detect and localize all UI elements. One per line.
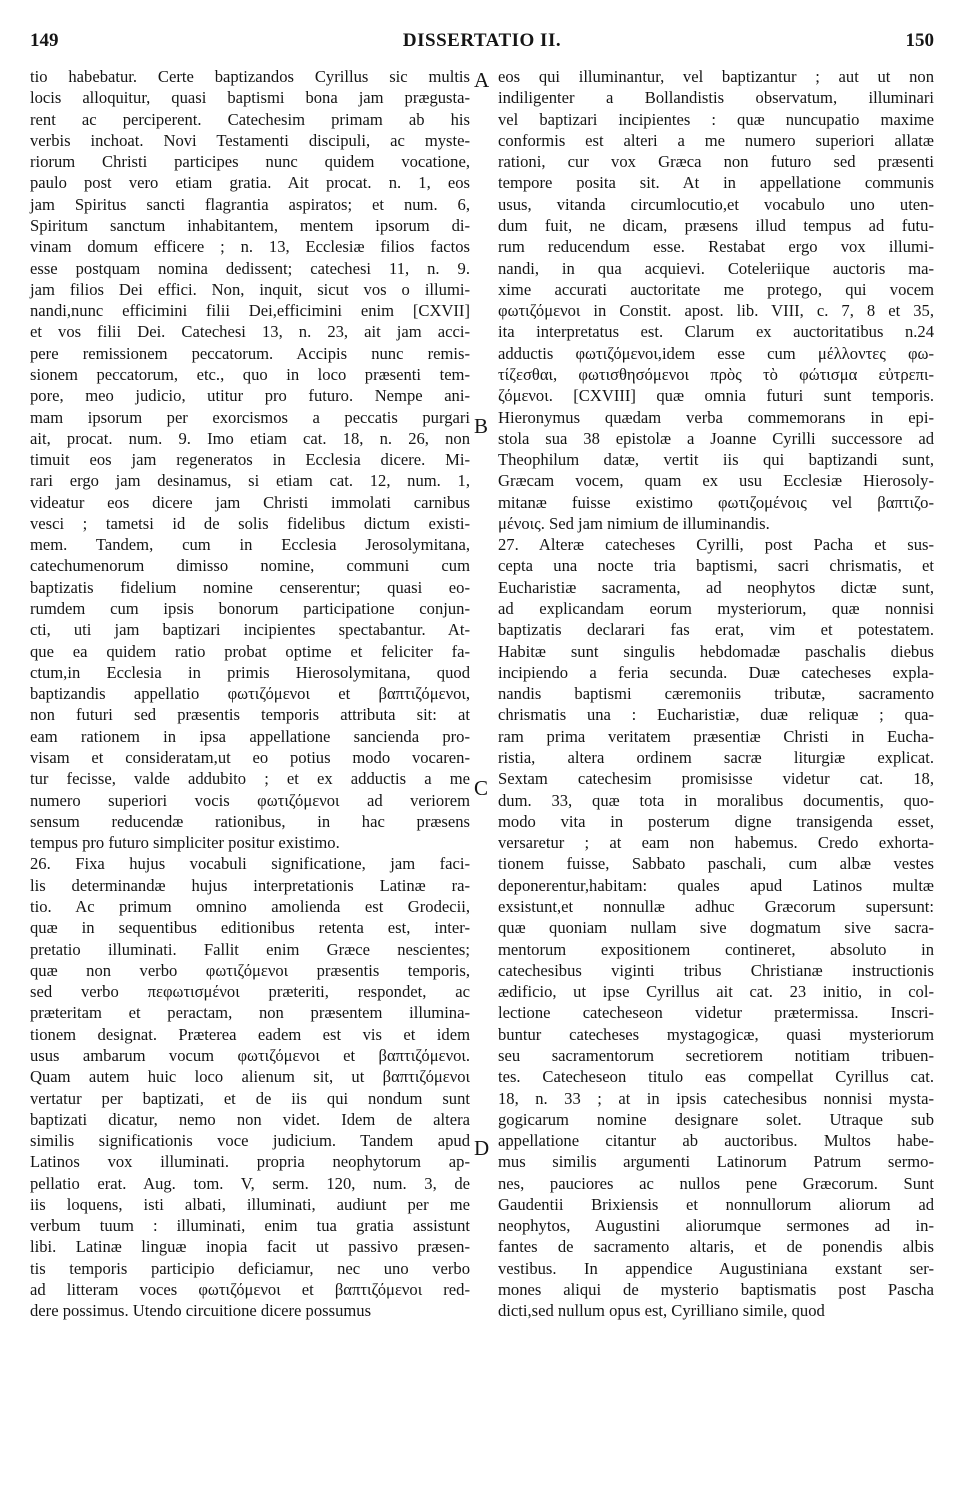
- text-line: ad explicandam eorum mysteriorum, quæ nonnisi: [498, 599, 934, 619]
- text-line: mam ipsorum per exorcismos a peccatis purgari: [30, 407, 470, 427]
- text-line: Eucharistiæ sacramenta, ad neophytos dictæ sunt,: [498, 577, 934, 597]
- text-line: vesci ; tametsi id de solis fidelibus dictum existi-: [30, 513, 470, 533]
- text-line: ζόμενοι. [CXVIII] quæ omnia futuri sunt temporis.: [498, 386, 934, 406]
- text-line: Hieronymus quædam verba commemorans in epi-: [498, 407, 934, 427]
- text-line: quæ in sequentibus editionibus retenta est, inter-: [30, 918, 470, 938]
- text-line: esse postquam nomina dedissent; catechesi 11, n. 9.: [30, 258, 470, 278]
- text-line: vestibus. In appendice Augustiniana exstant ser-: [498, 1258, 934, 1278]
- margin-letter-c: C: [474, 776, 489, 800]
- text-line: paulo post vero etiam gratia. Ait procat. n. 1, eos: [30, 173, 470, 193]
- text-line: pretatio illuminati. Fallit enim Græce nescientes;: [30, 939, 470, 959]
- text-line: deponerentur,habitam: quales apud Latinos multæ: [498, 875, 934, 895]
- text-line: et vos filii Dei. Catechesi 13, n. 23, ait jam acci-: [30, 322, 470, 342]
- text-line: quæ non verbo φωτιζόμενοι præsentis temporis,: [30, 960, 470, 980]
- text-line: pere remissionem peccatorum. Accipis nunc remis-: [30, 343, 470, 363]
- text-line: rum reducendum esse. Restabat ergo vox illumi-: [498, 237, 934, 257]
- text-line: dum fuit, ne dicam, præsens illud tempus ad futu-: [498, 215, 934, 235]
- text-line: Sextam catechesim promisisse videtur cat. 18,: [498, 769, 934, 789]
- text-line: iis loquens, isti albati, illuminati, audiunt per me: [30, 1194, 470, 1214]
- text-line: τίζεσθαι, φωτισθησόμενοι πρὸς τὸ φώτισμα εὐτρεπι-: [498, 364, 934, 384]
- text-line: φωτιζόμενοι in Constit. apost. lib. VIII, c. 7, 8 et 35,: [498, 301, 934, 321]
- text-line: timuit eos jam regeneratos in Ecclesia dicere. Mi-: [30, 450, 470, 470]
- text-line: videatur eos dicere jam Christi immolati carnibus: [30, 492, 470, 512]
- text-line: verbum tuum : illuminati, enim tua gratia assistunt: [30, 1216, 470, 1236]
- text-line: vel baptizari incipientes : quæ nuncupatio maxime: [498, 109, 934, 129]
- text-line: lectione catecheseon videtur prætermissa. Inscri-: [498, 1003, 934, 1023]
- text-line: gogicarum nomine designare solet. Utraque sub: [498, 1109, 934, 1129]
- text-line: seu sacramentorum secretiorem notitiam tribuen-: [498, 1045, 934, 1065]
- text-line: mentorum expositionem contineret, absoluto in: [498, 939, 934, 959]
- text-line: μένοις. Sed jam nimium de illuminandis.: [498, 513, 770, 533]
- text-line: nandi,nunc efficimini filii Dei,efficimini enim [CXVII]: [30, 301, 470, 321]
- text-line: nandi, in qua acquievi. Coteleriique auctoris ma-: [498, 258, 934, 278]
- text-line: vinam domum efficere ; n. 13, Ecclesiæ filios factos: [30, 237, 470, 257]
- text-line: stola sua 38 epistolæ a Joanne Cyrilli successore ad: [498, 428, 934, 448]
- text-line: cepta una nocte tria baptismi, sacri chrismatis, et: [498, 556, 934, 576]
- text-line: visam et consideratam,ut eo potius modo vocaren-: [30, 748, 470, 767]
- text-line: Theophilum datæ, vertit iis qui baptizandi sunt,: [498, 450, 934, 470]
- text-line: ctum,in Ecclesia in primis Hierosolymitana, quod: [30, 662, 470, 682]
- page-number-left: 149: [30, 30, 59, 51]
- text-line: mus similis argumenti Latinorum Patrum sermo-: [498, 1152, 934, 1172]
- text-line: Gaudentii Brixiensis et nonnullorum aliorum ad: [498, 1194, 934, 1214]
- text-line: jam Spiritus sancti flagrantia aspiratos; et num. 6,: [30, 194, 470, 214]
- text-line: chrismatis una : Eucharistiæ, duæ reliquæ ; qua-: [498, 705, 934, 725]
- text-line: buntur catecheses mystagogicæ, quasi mysteriorum: [498, 1024, 934, 1044]
- text-line: mones aliqui de mysterio baptismatis post Pascha: [498, 1280, 934, 1300]
- text-line: incipiendo a feria secunda. Duæ catecheses expla-: [498, 662, 934, 682]
- text-line: baptizatis declarari fas erat, vim et potestatem.: [498, 620, 934, 640]
- margin-letter-b: B: [474, 414, 489, 438]
- text-line: præteritam et peractam, non præsentem illumina-: [30, 1003, 470, 1023]
- text-line: jam filios Dei effici. Non, inquit, sicut vos o illumi-: [30, 279, 470, 299]
- text-line: que ea quidem ratio probat optime et feliciter fa-: [30, 641, 470, 661]
- running-title: DISSERTATIO II.: [402, 30, 562, 51]
- text-line: lis determinandæ hujus interpretationis Latinæ ra-: [30, 875, 470, 895]
- text-line: appellatione citantur ab auctoribus. Multos habe-: [498, 1131, 934, 1151]
- text-line: tempus pro futuro simpliciter positur existimo.: [30, 833, 340, 853]
- text-line: 26. Fixa hujus vocabuli significatione, jam faci-: [30, 854, 470, 874]
- text-line: ristia, altera ordinem sacræ liturgiæ explicat.: [498, 748, 934, 767]
- text-line: ita interpretatus est. Clarum ex auctoritatibus n.24: [498, 322, 934, 342]
- text-line: quæ quoniam nullam sive dogmatum sive sacra-: [498, 918, 934, 938]
- text-line: rent ac perciperent. Catechesim primam ab his: [30, 109, 470, 129]
- text-line: sionem peccatorum, etc., quo in loco præsenti tem-: [30, 364, 470, 384]
- text-line: Latinos vox illuminati. propria neophytorum ap-: [30, 1152, 470, 1172]
- text-line: eos qui illuminantur, vel baptizantur ; aut ut non: [498, 67, 934, 86]
- text-line: ait, procat. num. 9. Imo etiam cat. 18, n. 26, non: [30, 428, 470, 448]
- text-line: versaretur ; at eam non habemus. Credo exhorta-: [498, 833, 934, 853]
- text-line: sensum reducendæ rationibus, in hac præsens: [30, 811, 470, 831]
- text-line: verbis inchoat. Novi Testamenti discipuli, ac myste-: [30, 130, 470, 150]
- text-line: 18, n. 33 ; at in ipsis catechesibus nonnisi mysta-: [498, 1088, 934, 1108]
- text-line: tes. Catecheseon titulo eas compellat Cyrillus cat.: [498, 1067, 934, 1087]
- text-line: nandis baptismi cæremoniis tributæ, sacramento: [498, 684, 934, 704]
- text-line: usus, vitanda circumlocutio,et vocabulo uno uten-: [498, 194, 934, 214]
- text-line: adductis φωτιζόμενοι,idem esse cum μέλλοντες φω-: [498, 343, 934, 363]
- text-line: 27. Alteræ catecheses Cyrilli, post Pacha et sus-: [498, 535, 934, 555]
- text-line: pellatio erat. Aug. tom. V, serm. 120, num. 3, de: [30, 1173, 470, 1193]
- text-line: baptizandis appellatio φωτιζόμενοι et βαπτιζόμενοι,: [30, 684, 470, 704]
- text-line: fantes de sacramento altaris, et de ponendis albis: [498, 1237, 934, 1257]
- text-line: vertatur per baptizati, et de iis qui nondum sunt: [30, 1088, 470, 1108]
- text-line: tionem fuisse, Sabbato paschali, cum albæ vestes: [498, 854, 934, 874]
- text-line: non futuri sed præsentis temporis attributa sit: at: [30, 705, 470, 725]
- text-line: rumdem cum ipsis bonorum participatione conjun-: [30, 599, 470, 619]
- text-line: catechumenorum dimisso nomine, communi cum: [30, 556, 470, 576]
- text-line: tionem designat. Præterea eadem est vis et idem: [30, 1024, 470, 1044]
- text-line: tur fecisse, valde addubito ; et ex adductis a me: [30, 769, 470, 789]
- text-line: usus ambarum vocum φωτιζόμενοι et βαπτιζόμενοι.: [30, 1045, 470, 1065]
- text-line: mitanæ fuisse existimo φωτιζομένοις vel βαπτιζο-: [498, 492, 934, 512]
- text-line: similis significationis voce judicium. Tandem apud: [30, 1131, 470, 1151]
- text-line: dere possimus. Utendo circuitione dicere possumus: [30, 1301, 372, 1321]
- text-line: riorum Christi participes nunc quidem vocatione,: [30, 152, 470, 172]
- margin-letter-d: D: [474, 1136, 490, 1160]
- text-line: modo vita in posterum digne transigenda esset,: [498, 811, 934, 831]
- text-line: ædificio, ut ipse Cyrillus ait cat. 23 initio, in col-: [498, 982, 934, 1002]
- text-line: sed verbo πεφωτισμένοι præteriti, respondet, ac: [30, 982, 470, 1002]
- text-line: ad litteram voces φωτιζόμενοι et βαπτιζόμενοι red-: [30, 1280, 470, 1300]
- text-line: Spiritum sanctum inhabitantem, mentem ipsorum di-: [30, 215, 470, 235]
- text-line: libi. Latinæ linguæ inopia facit ut passivo præsen-: [30, 1237, 470, 1257]
- text-line: catechesibus viginti tribus Christianæ instructionis: [498, 960, 934, 980]
- text-line: indiligenter a Bollandistis observatum, illuminari: [498, 88, 934, 108]
- text-line: dum. 33, quæ tota in moralibus documentis, quo-: [498, 790, 934, 810]
- text-line: Habitæ sunt singulis hebdomadæ paschalis diebus: [498, 641, 934, 661]
- text-line: conformis est alteri a me numero superiori allatæ: [498, 130, 934, 150]
- text-line: exsistunt,et nonnullæ adhuc Græcorum supersunt:: [498, 896, 934, 916]
- margin-letter-a: A: [474, 68, 490, 92]
- text-line: rari ergo jam desinamus, si etiam cat. 12, num. 1,: [30, 471, 470, 491]
- text-line: pore, meo judicio, utitur pro futuro. Nempe ani-: [30, 386, 470, 406]
- right-text-column: [498, 66, 934, 1322]
- text-line: baptizatis fidelium nomine censerentur; quasi eo-: [30, 577, 470, 597]
- text-line: locis alloquitur, quasi baptismi bona jam prægusta-: [30, 88, 470, 108]
- text-line: numero superiori vocis φωτιζόμενοι ad veriorem: [30, 790, 470, 810]
- text-line: mem. Tandem, cum in Ecclesia Jerosolymitana,: [30, 535, 470, 555]
- text-line: dicti,sed nullum opus est, Cyrilliano simile, quod: [498, 1301, 825, 1321]
- text-line: ram prima veritatem præsentiæ Christi in Eucha-: [498, 726, 934, 746]
- running-header: [30, 30, 934, 56]
- text-line: cti, uti jam baptizari incipientes spectabantur. At-: [30, 620, 470, 640]
- text-line: xime accurati auctoritate me protego, qui vocem: [498, 279, 934, 299]
- text-line: tis temporis participio deficiamur, nec uno verbo: [30, 1258, 470, 1278]
- text-line: Græcam vocem, quam ex usu Ecclesiæ Hierosoly-: [498, 471, 934, 491]
- text-line: neophytos, Augustini aliorumque sermones ad in-: [498, 1216, 934, 1236]
- text-line: tio habebatur. Certe baptizandos Cyrillus sic multis: [30, 67, 470, 86]
- left-text-column: [30, 66, 470, 1322]
- text-line: eam rationem in ipsa appellatione sancienda pro-: [30, 726, 470, 746]
- text-line: nes, pauciores ac nullos pene Græcorum. Sunt: [498, 1173, 934, 1193]
- text-line: Quam autem huic loco alienum sit, ut βαπτιζόμενοι: [30, 1067, 470, 1087]
- text-line: baptizati dicatur, nemo non videt. Idem de altera: [30, 1109, 470, 1129]
- text-line: rationi, cur vox Græca non futuro sed præsenti: [498, 152, 934, 172]
- page-number-right: 150: [905, 30, 934, 51]
- text-line: tio. Ac primum omnino amolienda est Grodecii,: [30, 896, 470, 916]
- text-line: tempore posita sit. At in appellatione communis: [498, 173, 934, 193]
